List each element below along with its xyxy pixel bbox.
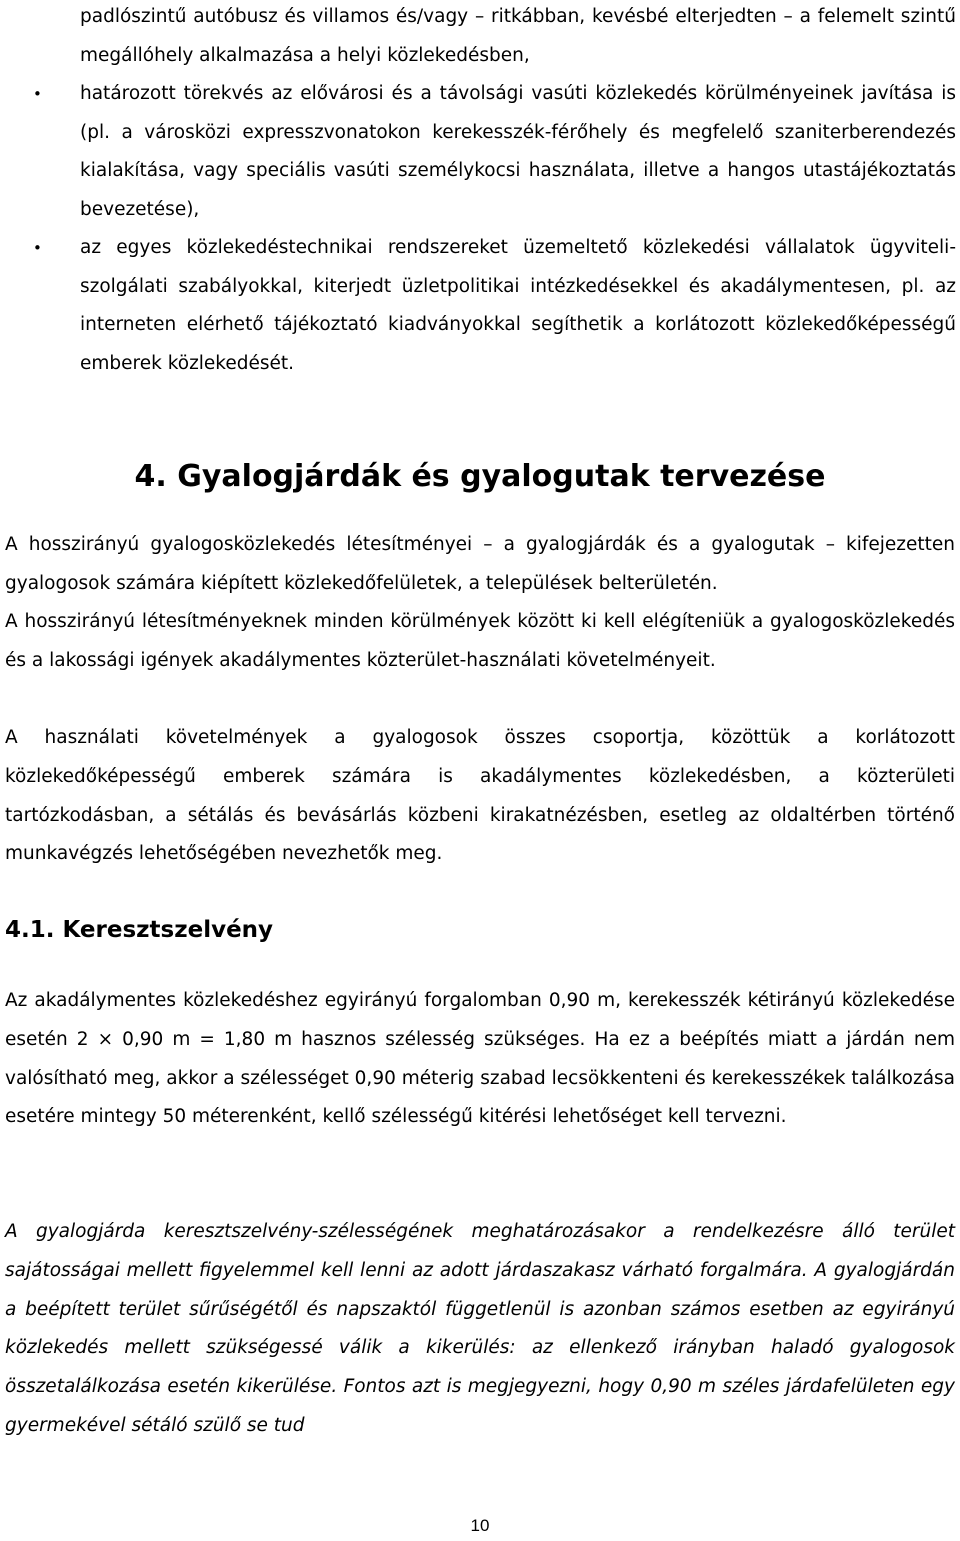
body-paragraph: A hosszirányú gyalogosközlekedés létesítményei – a gyalogjárdák és a gyalogutak – kifejezetten gyalogosok számára kiépített közlekedőfelületek, a települések belterületén. — [5, 534, 955, 594]
body-paragraph: Az akadálymentes közlekedéshez egyirányú forgalomban 0,90 m, kerekesszék kétirányú közlekedése esetén 2 × 0,90 m = 1,80 m hasznos szélesség szükséges. Ha ez a beépítés miatt a járdán nem valósítható meg, akkor a szélességet 0,90 méterig szabad lecsökkenteni és kerekesszékek találkozása esetére mintegy 50 méterenként, kellő szélességű kitérési lehetőséget kell tervezni. — [5, 990, 955, 1128]
italic-paragraph: A gyalogjárda keresztszelvény-szélességének meghatározásakor a rendelkezésre álló terület sajátosságai mellett figyelemmel kell lenni az adott járdaszakasz várható forgalmára. A gyalogjárdán a beépített terület sűrűségétől és napszaktól függetlenül is azonban számos esetben az egyirányú közlekedés mellett szükségessé válik a kikerülés: az ellenkező irányban haladó gyalogosok összetalálkozása esetén kikerülése. Fontos azt is megjegyezni, hogy 0,90 m széles járdafelületen egy gyermekével sétáló szülő se tud — [5, 1221, 955, 1436]
bullet-list — [0, 0, 960, 383]
list-item: • az egyes közlekedéstechnikai rendszereket üzemeltető közlekedési vállalatok ügyviteli-szolgálati szabályokkal, kiterjedt üzletpolitikai intézkedésekkel és akadálymentesen, pl. az interneten elérhető tájékoztató kiadványokkal segíthetik a korlátozott közlekedőképességű emberek közlekedését. — [0, 229, 960, 383]
list-item: • határozott törekvés az elővárosi és a távolsági vasúti közlekedés körülményeinek javítása is (pl. a városközi expresszvonatokon kerekesszék-férőhely és megfelelő szaniterberendezés kialakítása, vagy speciális vasúti személykocsi használata, illetve a hangos utastájékoztatás bevezetése), — [0, 75, 960, 229]
body-paragraph: A hosszirányú létesítményeknek minden körülmények között ki kell elégíteniük a gyalogosközlekedés és a lakossági igények akadálymentes közterület-használati követelményeit. — [5, 611, 955, 671]
subsection-heading: 4.1. Keresztszelvény — [5, 917, 274, 943]
section-heading: 4. Gyalogjárdák és gyalogutak tervezése — [134, 459, 826, 494]
list-item: padlószintű autóbusz és villamos és/vagy – ritkábban, kevésbé elterjedten – a felemelt szintű megállóhely alkalmazása a helyi közlekedésben, — [80, 6, 956, 66]
body-paragraph: A használati követelmények a gyalogosok összes csoportja, közöttük a korlátozott közlekedőképességű emberek számára is akadálymentes közlekedésben, a közterületi tartózkodásban, a sétálás és bevásárlás közbeni kirakatnézésben, esetleg az oldaltérben történő munkavégzés lehetőségében nevezhetők meg. — [5, 727, 955, 865]
page-number: 10 — [470, 1516, 490, 1535]
